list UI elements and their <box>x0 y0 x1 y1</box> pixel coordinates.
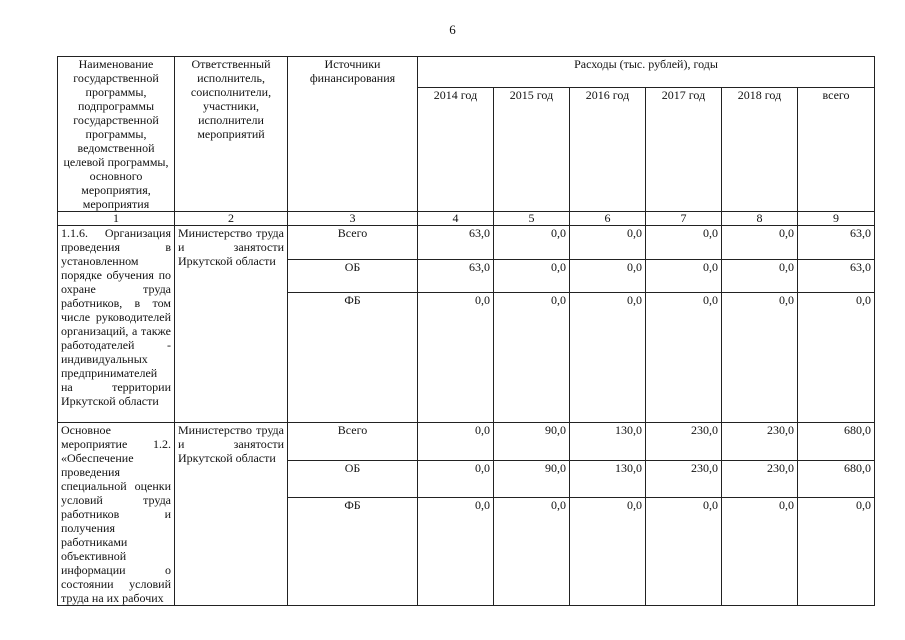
value-2016: 0,0 <box>570 497 646 605</box>
activity-name: Основное мероприятие 1.2. «Обеспечение проведения специальной оценки условий труда работников и получения работниками объективной информации о состоянии условий труда на их рабочих <box>58 423 175 606</box>
value-2014: 0,0 <box>418 293 494 423</box>
value-2016: 0,0 <box>570 260 646 293</box>
value-2015: 0,0 <box>494 293 570 423</box>
value-2014: 63,0 <box>418 226 494 260</box>
value-2014: 63,0 <box>418 260 494 293</box>
funding-source: ОБ <box>288 460 418 497</box>
value-total: 63,0 <box>798 226 875 260</box>
value-2015: 0,0 <box>494 497 570 605</box>
column-number: 5 <box>494 212 570 226</box>
value-2018: 0,0 <box>722 226 798 260</box>
funding-source: ФБ <box>288 497 418 605</box>
header-year-2017: 2017 год <box>646 88 722 212</box>
table-row <box>58 423 875 461</box>
funding-source: Всего <box>288 226 418 260</box>
header-source: Источники финансирования <box>288 57 418 212</box>
column-number: 7 <box>646 212 722 226</box>
column-number: 6 <box>570 212 646 226</box>
column-number: 1 <box>58 212 175 226</box>
value-2014: 0,0 <box>418 460 494 497</box>
value-2018: 230,0 <box>722 423 798 461</box>
column-number: 2 <box>175 212 288 226</box>
column-number: 9 <box>798 212 875 226</box>
header-total: всего <box>798 88 875 212</box>
value-2017: 0,0 <box>646 226 722 260</box>
responsible-executor: Министерство труда и занятости Иркутской области <box>175 423 288 606</box>
header-expenses: Расходы (тыс. рублей), годы <box>418 57 875 88</box>
funding-source: ОБ <box>288 260 418 293</box>
value-2018: 230,0 <box>722 460 798 497</box>
column-number-row <box>58 212 875 226</box>
value-total: 0,0 <box>798 497 875 605</box>
header-year-2018: 2018 год <box>722 88 798 212</box>
column-number: 3 <box>288 212 418 226</box>
value-total: 63,0 <box>798 260 875 293</box>
value-2018: 0,0 <box>722 497 798 605</box>
value-2017: 0,0 <box>646 293 722 423</box>
value-2015: 0,0 <box>494 226 570 260</box>
value-2015: 90,0 <box>494 460 570 497</box>
expenses-table <box>57 56 875 606</box>
value-2018: 0,0 <box>722 260 798 293</box>
value-2017: 230,0 <box>646 460 722 497</box>
funding-source: Всего <box>288 423 418 461</box>
value-2016: 130,0 <box>570 460 646 497</box>
value-total: 0,0 <box>798 293 875 423</box>
header-name: Наименование государственной программы, подпрограммы государственной программы, ведомственной целевой программы, основного мероприятия, мероприятия <box>58 57 175 212</box>
header-year-2014: 2014 год <box>418 88 494 212</box>
value-2015: 0,0 <box>494 260 570 293</box>
value-2014: 0,0 <box>418 423 494 461</box>
value-total: 680,0 <box>798 460 875 497</box>
value-2017: 0,0 <box>646 260 722 293</box>
value-2017: 230,0 <box>646 423 722 461</box>
value-total: 680,0 <box>798 423 875 461</box>
value-2018: 0,0 <box>722 293 798 423</box>
value-2014: 0,0 <box>418 497 494 605</box>
header-executor: Ответственный исполнитель, соисполнители, участники, исполнители мероприятий <box>175 57 288 212</box>
header-year-2015: 2015 год <box>494 88 570 212</box>
activity-name: 1.1.6. Организация проведения в установленном порядке обучения по охране труда работников, в том числе руководителей организаций, а также работодателей - индивидуальных предпринимателей на территории Иркутской области <box>58 226 175 423</box>
value-2017: 0,0 <box>646 497 722 605</box>
value-2016: 0,0 <box>570 293 646 423</box>
funding-source: ФБ <box>288 293 418 423</box>
value-2016: 130,0 <box>570 423 646 461</box>
column-number: 4 <box>418 212 494 226</box>
header-year-2016: 2016 год <box>570 88 646 212</box>
value-2015: 90,0 <box>494 423 570 461</box>
column-number: 8 <box>722 212 798 226</box>
page-number: 6 <box>449 22 456 37</box>
table-row <box>58 226 875 260</box>
responsible-executor: Министерство труда и занятости Иркутской области <box>175 226 288 423</box>
value-2016: 0,0 <box>570 226 646 260</box>
